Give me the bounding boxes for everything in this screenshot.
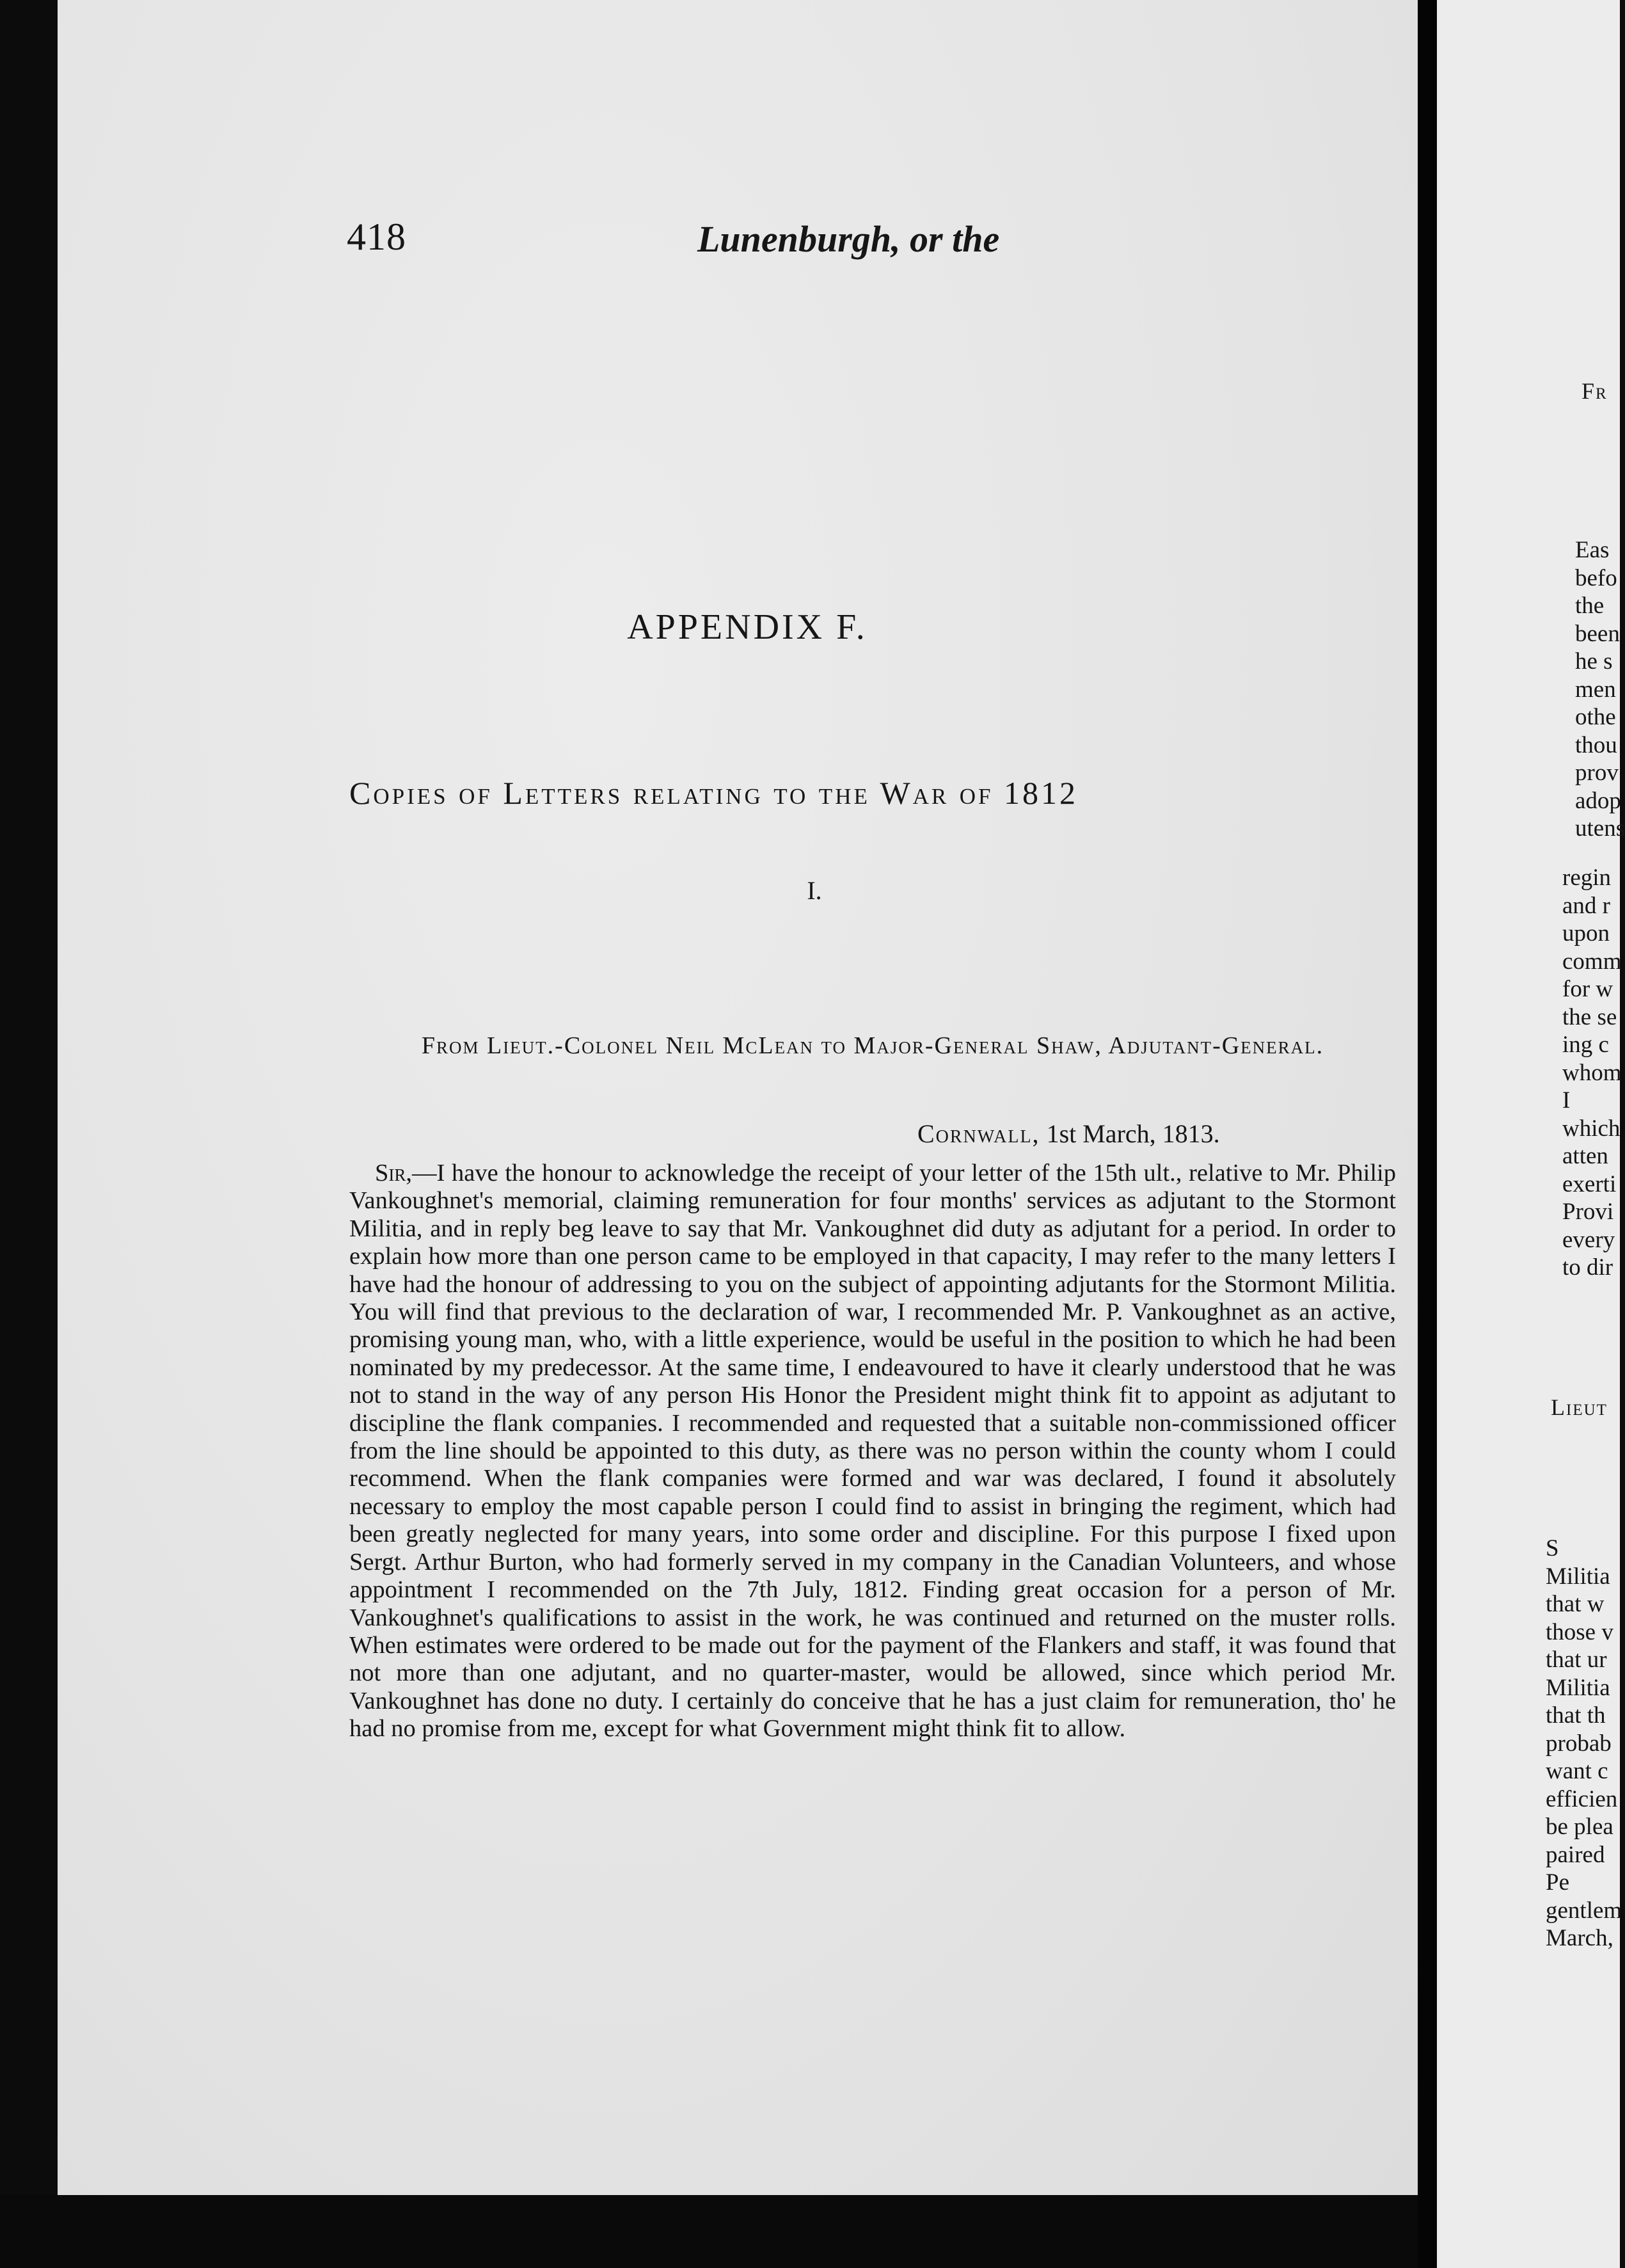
right-page-line: the [1575, 593, 1605, 619]
right-page-line: been [1575, 620, 1620, 647]
right-page-line: and r [1562, 892, 1610, 919]
right-page-line: that ur [1546, 1647, 1607, 1673]
right-page-line: that w [1546, 1591, 1605, 1617]
right-page-line: atten [1562, 1143, 1608, 1169]
right-page-line: March, [1546, 1925, 1613, 1951]
running-head: Lunenburgh, or the [697, 218, 1000, 260]
right-page-line: regin [1562, 865, 1612, 891]
right-page-line: Militia [1546, 1674, 1610, 1701]
right-page-line: paired [1546, 1841, 1605, 1868]
dateline-place: Cornwall, [917, 1119, 1040, 1148]
right-page-line: upon [1562, 920, 1610, 946]
right-page-block-1 [1575, 536, 1625, 843]
appendix-title: APPENDIX F. [627, 607, 868, 647]
dateline [917, 1119, 1220, 1149]
right-page-line: Pe [1546, 1869, 1569, 1896]
right-page-line: for w [1562, 976, 1613, 1002]
right-page-line: adop [1575, 787, 1621, 814]
right-page-line: probab [1546, 1730, 1612, 1757]
right-page-fragment [1437, 0, 1625, 2268]
right-page-line: utens [1575, 815, 1625, 842]
page-number: 418 [347, 216, 406, 258]
right-page-line: S [1546, 1535, 1559, 1561]
dateline-date: 1st March, 1813. [1046, 1119, 1220, 1148]
letter-body [349, 1160, 1396, 1743]
right-page-line: ing c [1562, 1032, 1609, 1058]
right-page-line: whom [1562, 1059, 1622, 1086]
right-page-line: the se [1562, 1003, 1617, 1030]
right-page-heading-2: Lieut [1551, 1394, 1608, 1420]
right-page-line: prov [1575, 760, 1619, 786]
right-page-line: Eas [1575, 537, 1610, 563]
right-page-line: I [1562, 1087, 1571, 1114]
right-page-line: be plea [1546, 1814, 1613, 1840]
right-page-line: to dir [1562, 1254, 1613, 1281]
right-page-line: want c [1546, 1758, 1608, 1784]
right-page-line: comm [1562, 948, 1622, 975]
section-title: Copies of Letters relating to the War of 1812 [349, 775, 1078, 811]
right-page-line: othe [1575, 704, 1616, 730]
salutation: Sir, [375, 1160, 413, 1186]
right-page-line: gentlem [1546, 1897, 1622, 1924]
right-page-line: every [1562, 1226, 1615, 1253]
right-page-line: befo [1575, 564, 1617, 591]
right-page-line: those v [1546, 1618, 1613, 1645]
right-page-block-2 [1562, 864, 1622, 1282]
right-page-heading: Fr [1581, 378, 1608, 404]
right-page-block-3 [1546, 1535, 1622, 1953]
letter-body-text: —I have the honour to acknowledge the receipt of your letter of the 15th ult., relative to Mr. Philip Vankoughnet's memorial, claiming remuneration for four months' services as adjutant to the Stormont Militia, and in reply beg leave to say that Mr. Vankoughnet did duty as adjutant for a period. In order to explain how more than one person came to be employed in that capacity, I may refer to the many letters I have had the honour of addressing to you on the subject of appointing adjutants for the Stormont Militia. You will find that previous to the declaration of war, I recommended Mr. P. Vankoughnet as an active, promising young man, who, with a little experience, would be useful in the position to which he had been nominated by my predecessor. At the same time, I endeavoured to have it clearly understood that he was not to stand in the way of any person His Honor the President might think fit to appoint as adjutant to discipline the flank companies. I recommended and requested that a suitable non-commissioned officer from the line should be appointed to this duty, as there was no person within the county whom I could recommend. When the flank companies were formed and war was declared, I found it absolutely necessary to employ the most capable person I could find to assist in bringing the regiment, which had been greatly neglected for many years, into some order and discipline. For this purpose I fixed upon Sergt. Arthur Burton, who had formerly served in my company in the Canadian Volunteers, and whose appointment I recommended on the 7th July, 1812. Finding great occasion for a person of Mr. Vankoughnet's qualifications to assist in the work, he was continued and returned on the muster rolls. When estimates were ordered to be made out for the payment of the Flankers and staff, it was found that not more than one adjutant, and no quarter-master, would be allowed, since which period Mr. Vankoughnet has done no duty. I certainly do conceive that he has a just claim for remuneration, tho' he had no promise from me, except for what Government might think fit to allow. [349, 1160, 1396, 1743]
right-page-line: efficien [1546, 1785, 1618, 1812]
right-page-line: Provi [1562, 1199, 1614, 1225]
right-page-line: exerti [1562, 1170, 1617, 1197]
scan-border [0, 2195, 1418, 2268]
right-page-line: which [1562, 1115, 1621, 1142]
page-gutter [1418, 0, 1437, 2268]
right-page-line: men [1575, 676, 1616, 703]
right-page-line: thou [1575, 731, 1617, 758]
right-page-line: he s [1575, 648, 1613, 675]
letter-heading: From Lieut.-Colonel Neil McLean to Major-General Shaw, Adjutant-General. [421, 1032, 1324, 1059]
right-page-line: that th [1546, 1702, 1606, 1729]
letter-number: I. [807, 876, 822, 905]
left-page [58, 0, 1418, 2195]
right-page-line: Militia [1546, 1563, 1610, 1590]
